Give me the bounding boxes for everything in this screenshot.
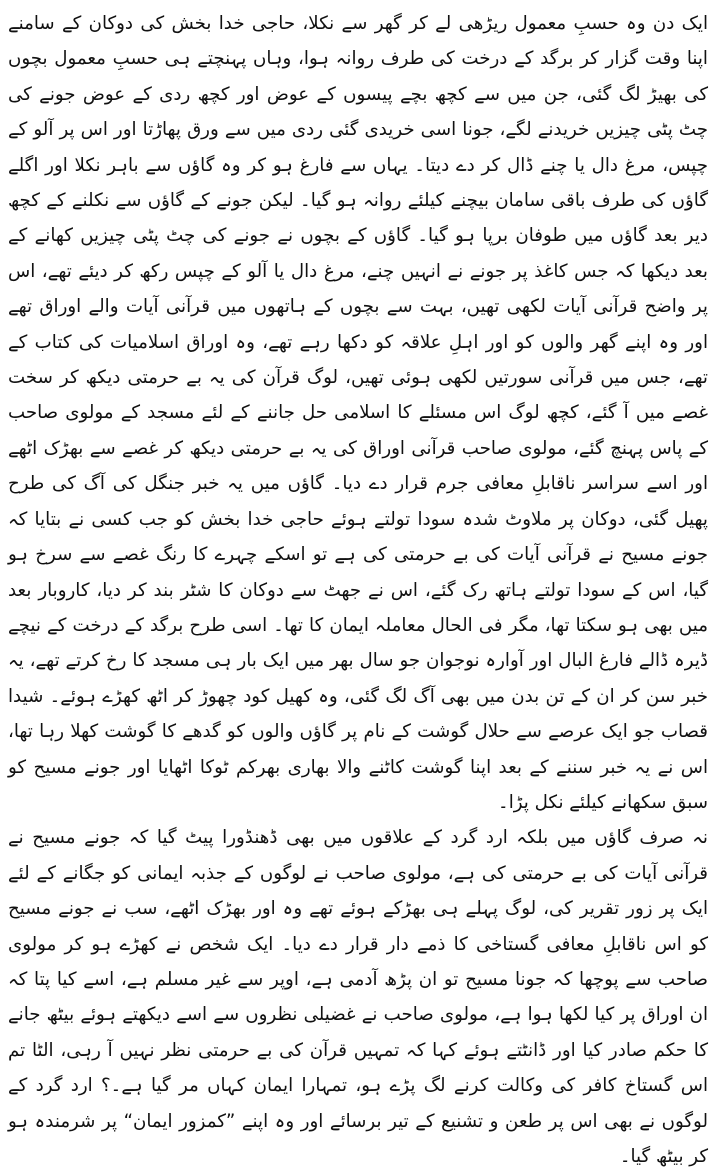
paragraph-2: نہ صرف گاؤں میں بلکہ ارد گرد کے علاقوں میں بھی ڈھنڈورا پیٹ گیا کہ جونے مسیح نے قرآنی آیات کی بے حرمتی کی ہے، مولوی صاحب نے لوگوں کے جذبہ ایمانی کو جگانے کے لئے ایک پر زور تقریر کی، لوگ پہلے ہی بھڑکے ہوئے تھے وہ اور بھڑک اٹھے، سب نے جونے مسیح کو اس ناقابلِ معافی گستاخی کا ذمے دار قرار دے دیا۔ ایک شخص نے کھڑے ہو کر مولوی صاحب سے پوچھا کہ جونا مسیح تو ان پڑھ آدمی ہے، اوپر سے غیر مسلم ہے، اسے کیا پتا کہ ان اوراق پر کیا لکھا ہوا ہے، مولوی صاحب نے غضیلی نظروں سے اسے دیکھتے ہوئے بیٹھ جانے کا حکم صادر کیا اور ڈانٹتے ہوئے کہا کہ تمہیں قرآن کی بے حرمتی نظر نہیں آ رہی، الٹا تم اس گستاخ کافر کی وکالت کرنے لگ پڑے ہو، تمہارا ایمان کہاں مر گیا ہے۔؟ ارد گرد کے لوگوں نے بھی اس پر طعن و تشنیع کے تیر برسائے اور وہ اپنے ”کمزور ایمان“ پر شرمندہ ہو کر بیٹھ گیا۔ <box>8 827 708 1167</box>
paragraph-1: ایک دن وہ حسبِ معمول ریڑھی لے کر گھر سے نکلا، حاجی خدا بخش کی دوکان کے سامنے اپنا وقت گزار کر برگد کے درخت کی طرف روانہ ہوا، وہاں پہنچتے ہی حسبِ معمول بچوں کی بھیڑ لگ گئی، جن میں سے کچھ بچے پیسوں کے عوض اور کچھ ردی کے عوض جونے کی چٹ پٹی چیزیں خریدنے لگے، جونا اسی خریدی گئی ردی میں سے ورق پھاڑتا اور اس پر آلو کے چپس، مرغ دال یا چنے ڈال کر دے دیتا۔ یہاں سے فارغ ہو کر وہ گاؤں سے باہر نکلا اور اگلے گاؤں کی طرف باقی سامان بیچنے کیلئے روانہ ہو گیا۔ لیکن جونے کے گاؤں سے نکلنے کے کچھ دیر بعد گاؤں میں طوفان برپا ہو گیا۔ گاؤں کے بچوں نے جونے کی چٹ پٹی چیزیں کھانے کے بعد دیکھا کہ جس کاغذ پر جونے نے انہیں چنے، مرغ دال یا آلو کے چپس رکھ کر دیئے تھے، اس پر واضح قرآنی آیات لکھی تھیں، بہت سے بچوں کے ہاتھوں میں قرآنی آیات والے اوراق تھے اور وہ اپنے گھر والوں کو اور اہلِ علاقہ کو دکھا رہے تھے، وہ اوراق اسلامیات کی کتاب کے تھے، جس میں قرآنی سورتیں لکھی ہوئی تھیں، لوگ قرآن کی یہ بے حرمتی دیکھ کر سخت غصے میں آ گئے، کچھ لوگ اس مسئلے کا اسلامی حل جاننے کے لئے مسجد کے مولوی صاحب کے پاس پہنچ گئے، مولوی صاحب قرآنی اوراق کی یہ بے حرمتی دیکھ کر غصے سے بھڑک اٹھے اور اسے سراسر ناقابلِ معافی جرم قرار دے دیا۔ گاؤں میں یہ خبر جنگل کی آگ کی طرح پھیل گئی، دوکان پر ملاوٹ شدہ سودا تولتے ہوئے حاجی خدا بخش کو جب کسی نے بتایا کہ جونے مسیح نے قرآنی آیات کی بے حرمتی کی ہے تو اسکے چہرے کا رنگ غصے سے سرخ ہو گیا، اس کے سودا تولتے ہاتھ رک گئے، اس نے جھٹ سے دوکان کا شٹر بند کر دیا، کاروبار بعد میں بھی ہو سکتا تھا، مگر فی الحال معاملہ ایمان کا تھا۔ اسی طرح برگد کے درخت کے نیچے ڈیرہ ڈالے فارغ البال اور آوارہ نوجوان جو سال بھر میں ایک بار ہی مسجد کا رخ کرتے تھے، یہ خبر سن کر ان کے تن بدن میں بھی آگ لگ گئی، وہ کھیل کود چھوڑ کر اٹھ کھڑے ہوئے۔ شیدا قصاب جو ایک عرصے سے حلال گوشت کے نام پر گاؤں والوں کو گدھے کا گوشت کھلا رہا تھا، اس نے یہ خبر سننے کے بعد اپنا گوشت کاٹنے والا بھاری بھرکم ٹوکا اٹھایا اور جونے مسیح کو سبق سکھانے کیلئے نکل پڑا۔ <box>8 13 708 813</box>
